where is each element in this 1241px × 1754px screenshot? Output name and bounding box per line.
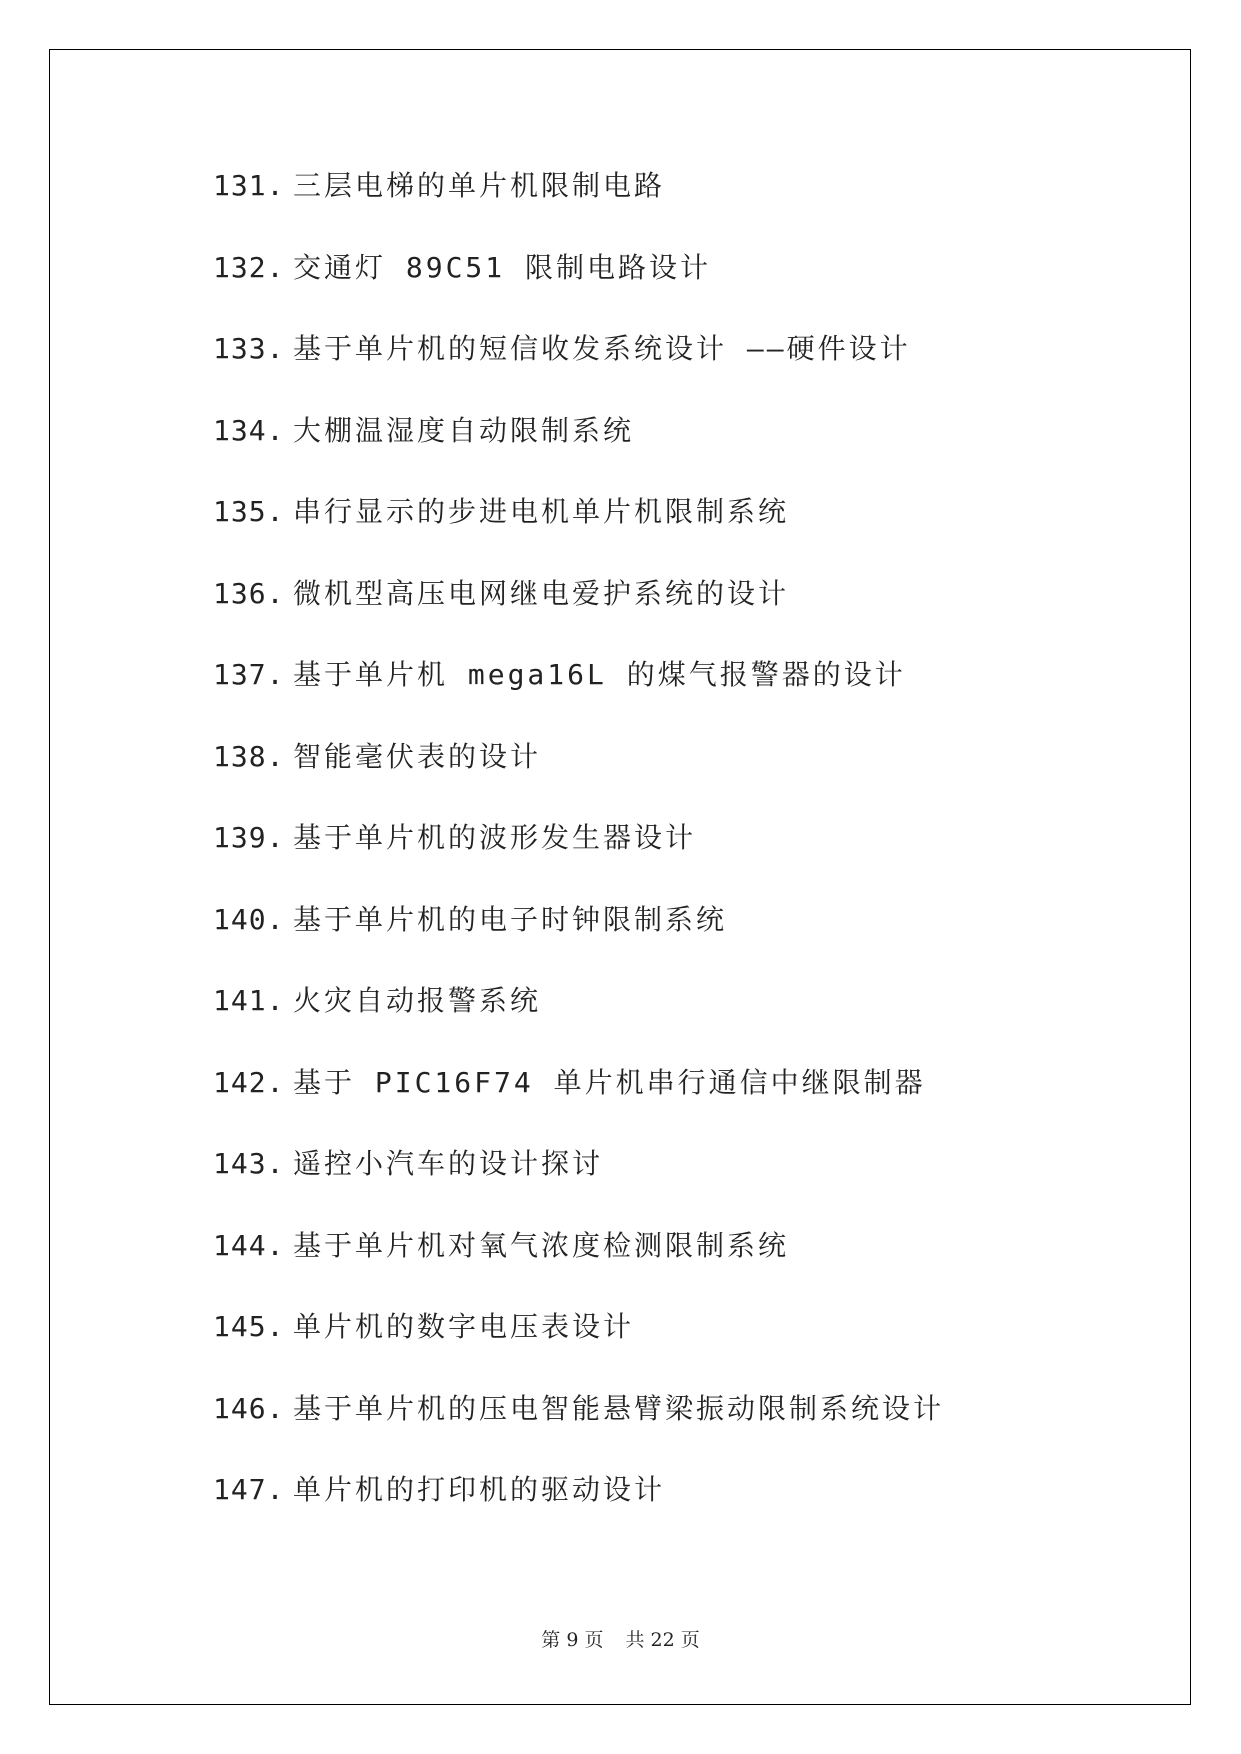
item-title: 串行显示的步进电机单片机限制系统: [293, 495, 790, 528]
topic-list: [213, 168, 944, 1554]
item-title: 基于单片机 mega16L 的煤气报警器的设计: [293, 658, 906, 691]
item-number: 147.: [213, 1473, 285, 1506]
item-title: 单片机的打印机的驱动设计: [293, 1473, 666, 1506]
page-number: 第 9 页: [541, 1629, 604, 1651]
list-item: [213, 413, 944, 495]
item-number: 142.: [213, 1065, 285, 1099]
item-number: 145.: [213, 1310, 285, 1343]
item-number: 132.: [213, 250, 285, 284]
page-total: 共 22 页: [625, 1629, 700, 1651]
item-number: 141.: [213, 984, 285, 1017]
item-number: 143.: [213, 1147, 285, 1180]
item-number: 146.: [213, 1391, 285, 1425]
item-number: 137.: [213, 658, 285, 691]
list-item: [213, 739, 944, 821]
list-item: [213, 1146, 944, 1228]
item-title: 基于单片机的电子时钟限制系统: [293, 902, 728, 936]
item-number: 140.: [213, 902, 285, 936]
item-number: 139.: [213, 821, 285, 854]
item-title: 基于单片机对氧气浓度检测限制系统: [293, 1228, 790, 1262]
list-item: [213, 250, 944, 332]
item-number: 144.: [213, 1228, 285, 1262]
list-item: [213, 983, 944, 1065]
item-title: 智能毫伏表的设计: [293, 739, 542, 773]
item-number: 131.: [213, 169, 285, 202]
item-title: 基于单片机的波形发生器设计: [293, 821, 697, 854]
list-item: [213, 168, 944, 250]
list-item: [213, 494, 944, 576]
list-item: [213, 576, 944, 658]
list-item: [213, 1472, 944, 1554]
item-title: 火灾自动报警系统: [293, 984, 542, 1017]
list-item: [213, 657, 944, 739]
item-title: 微机型高压电网继电爱护系统的设计: [293, 576, 790, 610]
list-item: [213, 1309, 944, 1391]
page-footer: [0, 1625, 1241, 1652]
list-item: [213, 1391, 944, 1473]
item-title: 遥控小汽车的设计探讨: [293, 1147, 604, 1180]
list-item: [213, 1065, 944, 1147]
item-title: 单片机的数字电压表设计: [293, 1310, 635, 1343]
item-title: 基于单片机的压电智能悬臂梁振动限制系统设计: [293, 1391, 945, 1425]
item-title: 基于单片机的短信收发系统设计 ——硬件设计: [293, 332, 911, 365]
item-number: 133.: [213, 332, 285, 365]
item-title: 基于 PIC16F74 单片机串行通信中继限制器: [293, 1065, 926, 1099]
item-title: 交通灯 89C51 限制电路设计: [293, 250, 712, 284]
item-title: 大棚温湿度自动限制系统: [293, 413, 635, 447]
item-number: 136.: [213, 576, 285, 610]
item-number: 134.: [213, 413, 285, 447]
item-number: 135.: [213, 495, 285, 528]
list-item: [213, 1228, 944, 1310]
list-item: [213, 902, 944, 984]
item-title: 三层电梯的单片机限制电路: [293, 169, 666, 202]
item-number: 138.: [213, 739, 285, 773]
list-item: [213, 331, 944, 413]
list-item: [213, 820, 944, 902]
